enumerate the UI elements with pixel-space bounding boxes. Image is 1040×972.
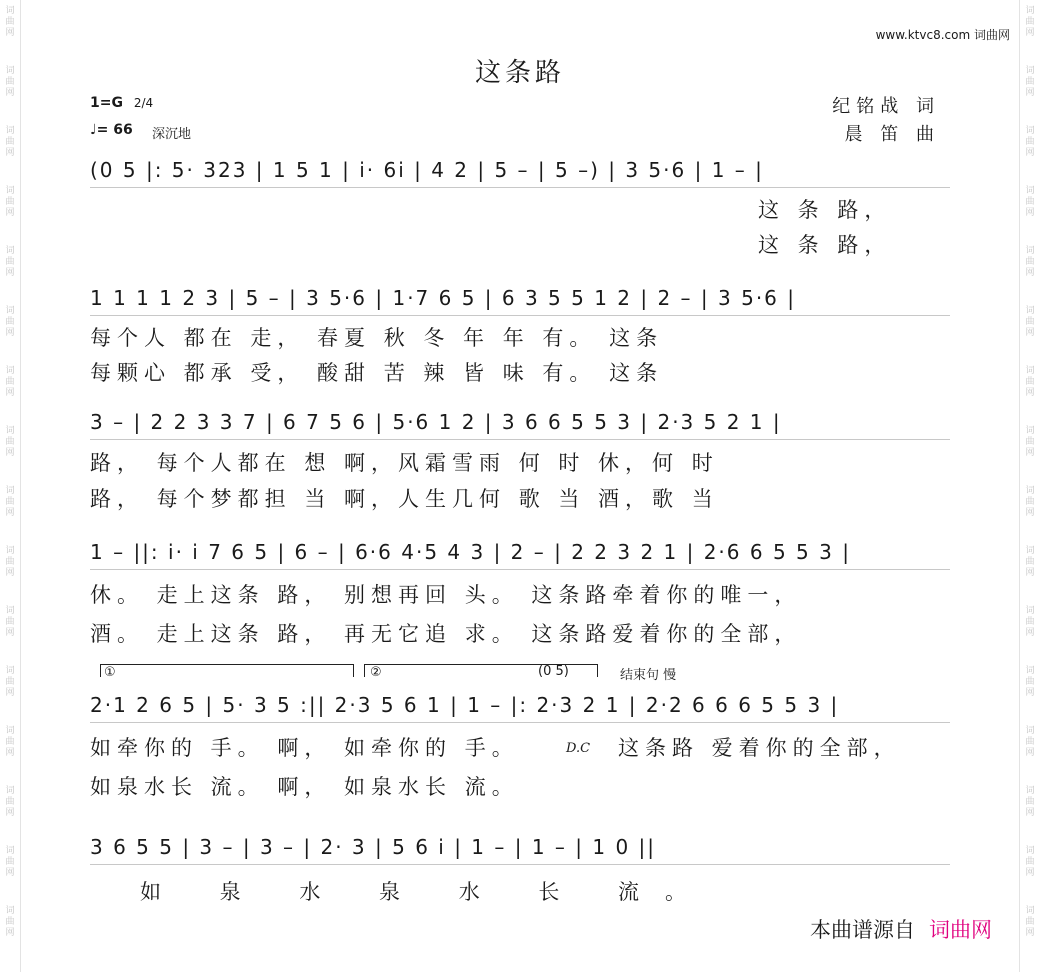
tempo-marking: ♩= 66 xyxy=(90,122,133,138)
side-watermark-text: 词 曲 网 xyxy=(5,666,15,698)
side-watermark-text: 词 曲 网 xyxy=(1025,546,1035,578)
side-watermark-text: 词 曲 网 xyxy=(5,906,15,938)
side-watermark-text: 词 曲 网 xyxy=(1025,786,1035,818)
expression-marking: 深沉地 xyxy=(152,127,192,142)
lyric-line-5-verse-1: 如牵你的 手。 啊， 如牵你的 手。 xyxy=(90,736,519,760)
lyric-line-3-verse-1: 路， 每个人都在 想 啊，风霜雪雨 何 时 休，何 时 xyxy=(90,451,719,475)
notation-line-1: (0 5 |: 5· 323 | 1 5 1 | i· 6i | 4 2 | 5 – | 5 –) | 3 5·6 | 1 – | xyxy=(90,153,950,188)
side-watermark-text: 词 曲 网 xyxy=(5,66,15,98)
side-watermark-text: 词 曲 网 xyxy=(5,426,15,458)
side-watermark-text: 词 曲 网 xyxy=(5,846,15,878)
side-watermark-text: 词 曲 网 xyxy=(5,6,15,38)
side-watermark-text: 词 曲 网 xyxy=(5,546,15,578)
side-watermark-text: 词 曲 网 xyxy=(5,126,15,158)
lyric-line-2-verse-1: 每个人 都在 走， 春夏 秋 冬 年 年 有。 这条 xyxy=(90,326,664,350)
side-watermark-text: 词 曲 网 xyxy=(1025,366,1035,398)
notation-line-6: 3 6 5 5 | 3 – | 3 – | 2· 3 | 5 6 i | 1 – | 1 – | 1 0 || xyxy=(90,830,950,865)
side-watermark-text: 词 曲 网 xyxy=(5,486,15,518)
source-label: 本曲谱源自 xyxy=(810,918,915,942)
side-watermark-text: 词 曲 网 xyxy=(1025,606,1035,638)
side-watermark-text: 词 曲 网 xyxy=(5,786,15,818)
side-watermark-text: 词 曲 网 xyxy=(1025,246,1035,278)
lyric-line-3-verse-2: 路， 每个梦都担 当 啊，人生几何 歌 当 酒，歌 当 xyxy=(90,487,719,511)
key-and-time xyxy=(90,95,153,111)
right-watermark-strip xyxy=(1019,0,1040,972)
side-watermark-text: 词 曲 网 xyxy=(5,186,15,218)
lyric-line-4-verse-1: 休。 走上这条 路， 别想再回 头。 这条路牵着你的唯一， xyxy=(90,583,802,607)
notation-line-3: 3 – | 2 2 3 3 7 | 6 7 5 6 | 5·6 1 2 | 3 6 6 5 5 3 | 2·3 5 2 1 | xyxy=(90,405,950,440)
side-watermark-text: 词 曲 网 xyxy=(5,606,15,638)
side-watermark-text: 词 曲 网 xyxy=(5,246,15,278)
side-watermark-text: 词 曲 网 xyxy=(5,366,15,398)
notation-line-4: 1 – ||: i· i 7 6 5 | 6 – | 6·6 4·5 4 3 | 2 – | 2 2 3 2 1 | 2·6 6 5 5 3 | xyxy=(90,535,950,570)
lyric-line-1-verse-2: 这 条 路， xyxy=(758,233,892,257)
notation-line-5: 2·1 2 6 5 | 5· 3 5 :|| 2·3 5 6 1 | 1 – |: 2·3 2 1 | 2·2 6 6 6 5 5 3 | xyxy=(90,688,950,723)
time-signature: 2/4 xyxy=(133,96,154,110)
volta-1-label: ① xyxy=(104,665,116,680)
side-watermark-text: 词 曲 网 xyxy=(1025,906,1035,938)
key-signature: 1=G xyxy=(90,95,123,111)
ending-instruction: 结束句 慢 xyxy=(620,668,677,683)
side-watermark-text: 词 曲 网 xyxy=(1025,426,1035,458)
pickup-notes: (0 5) xyxy=(538,664,569,679)
lyric-line-6: 如 泉 水 泉 水 长 流。 xyxy=(140,880,713,904)
lyricist-credit: 纪铭战 词 xyxy=(832,96,940,117)
side-watermark-text: 词 曲 网 xyxy=(1025,186,1035,218)
song-title: 这条路 xyxy=(474,58,565,88)
side-watermark-text: 词 曲 网 xyxy=(1025,6,1035,38)
lyric-line-5-verse-2: 如泉水长 流。 啊， 如泉水长 流。 xyxy=(90,775,519,799)
da-capo-marking: D.C xyxy=(566,741,591,756)
site-watermark: www.ktvc8.com 词曲网 xyxy=(875,28,1010,42)
lyric-line-1-verse-1: 这 条 路， xyxy=(758,198,892,222)
volta-2-label: ② xyxy=(370,665,382,680)
side-watermark-text: 词 曲 网 xyxy=(5,306,15,338)
notation-line-2: 1 1 1 1 2 3 | 5 – | 3 5·6 | 1·7 6 5 | 6 3 5 5 1 2 | 2 – | 3 5·6 | xyxy=(90,281,950,316)
side-watermark-text: 词 曲 网 xyxy=(1025,306,1035,338)
side-watermark-text: 词 曲 网 xyxy=(1025,126,1035,158)
source-site-link[interactable]: 词曲网 xyxy=(929,918,992,942)
side-watermark-text: 词 曲 网 xyxy=(1025,666,1035,698)
lyric-line-5-ending: 这条路 爱着你的全部， xyxy=(618,736,901,760)
lyric-line-2-verse-2: 每颗心 都承 受， 酸甜 苦 辣 皆 味 有。 这条 xyxy=(90,361,664,385)
volta-bracket-1 xyxy=(100,664,354,677)
left-watermark-strip xyxy=(0,0,21,972)
composer-credit: 晨 笛 曲 xyxy=(844,124,940,145)
side-watermark-text: 词 曲 网 xyxy=(1025,66,1035,98)
side-watermark-text: 词 曲 网 xyxy=(1025,726,1035,758)
side-watermark-text: 词 曲 网 xyxy=(1025,486,1035,518)
lyric-line-4-verse-2: 酒。 走上这条 路， 再无它追 求。 这条路爱着你的全部， xyxy=(90,622,802,646)
source-credit xyxy=(810,914,992,944)
side-watermark-text: 词 曲 网 xyxy=(5,726,15,758)
side-watermark-text: 词 曲 网 xyxy=(1025,846,1035,878)
